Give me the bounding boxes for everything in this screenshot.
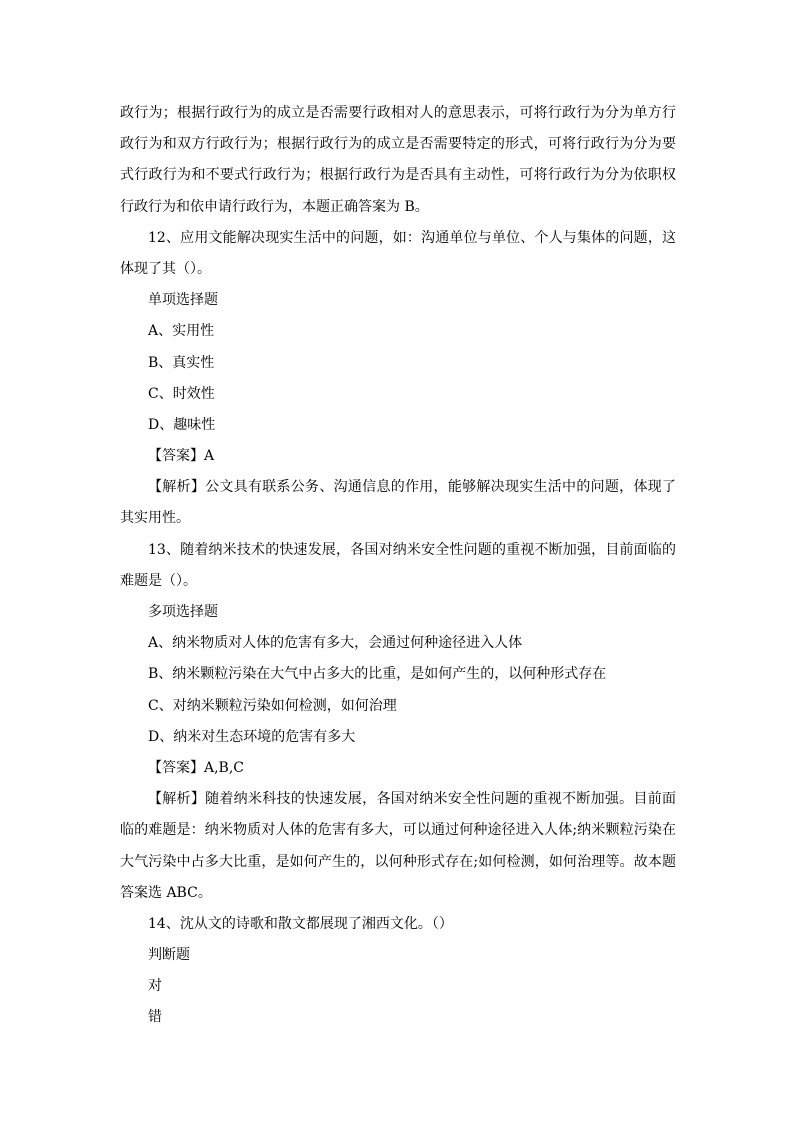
question-text: 13、随着纳米技术的快速发展，各国对纳米安全性问题的重视不断加强，目前面临的 (148, 541, 676, 558)
question-text: 12、应用文能解决现实生活中的问题，如：沟通单位与单位、个人与集体的问题，这 (148, 229, 676, 246)
option-a: A、纳米物质对人体的危害有多大，会通过何种途径进入人体 (148, 635, 523, 652)
text-line: 政行为；根据行政行为的成立是否需要行政相对人的意思表示，可将行政行为分为单方行 (120, 105, 676, 121)
option-false: 错 (148, 1009, 162, 1026)
answer: 【答案】A (148, 448, 215, 465)
explanation: 【解析】公文具有联系公务、沟通信息的作用，能够解决现实生活中的问题，体现了 (148, 479, 676, 496)
explanation: 其实用性。 (120, 510, 190, 527)
explanation: 大气污染中占多大比重，是如何产生的，以何种形式存在;如何检测，如何治理等。故本题 (120, 853, 676, 870)
text-line: 政行为和双方行政行为；根据行政行为的成立是否需要特定的形式，可将行政行为分为要 (120, 136, 676, 153)
question-13 (120, 535, 676, 909)
option-c: C、对纳米颗粒污染如何检测，如何治理 (148, 697, 397, 714)
question-12 (120, 223, 676, 535)
question-text: 体现了其（）。 (120, 260, 211, 277)
question-text: 难题是（）。 (120, 572, 197, 589)
answer: 【答案】A,B,C (148, 759, 245, 776)
question-type: 单项选择题 (148, 292, 218, 309)
page-content (120, 98, 676, 1034)
text-line: 式行政行为和不要式行政行为；根据行政行为是否具有主动性，可将行政行为分为依职权 (120, 167, 676, 184)
option-b: B、真实性 (148, 354, 215, 371)
question-type: 判断题 (148, 947, 190, 964)
option-d: D、趣味性 (148, 416, 216, 433)
question-type: 多项选择题 (148, 604, 218, 620)
option-c: C、时效性 (148, 385, 215, 402)
option-a: A、实用性 (148, 323, 215, 340)
question-text: 14、沈从文的诗歌和散文都展现了湘西文化。（） (148, 915, 453, 932)
text-line: 行政行为和依申请行政行为，本题正确答案为 B。 (120, 198, 429, 215)
explanation-continuation (120, 98, 676, 223)
option-true: 对 (148, 978, 162, 995)
explanation: 答案选 ABC。 (120, 884, 212, 901)
explanation: 【解析】随着纳米科技的快速发展，各国对纳米安全性问题的重视不断加强。目前面 (148, 791, 676, 808)
option-b: B、纳米颗粒污染在大气中占多大的比重，是如何产生的，以何种形式存在 (148, 666, 607, 683)
question-14 (120, 909, 676, 1034)
option-d: D、纳米对生态环境的危害有多大 (148, 728, 356, 745)
explanation: 临的难题是：纳米物质对人体的危害有多大，可以通过何种途径进入人体;纳米颗粒污染在 (120, 822, 676, 839)
